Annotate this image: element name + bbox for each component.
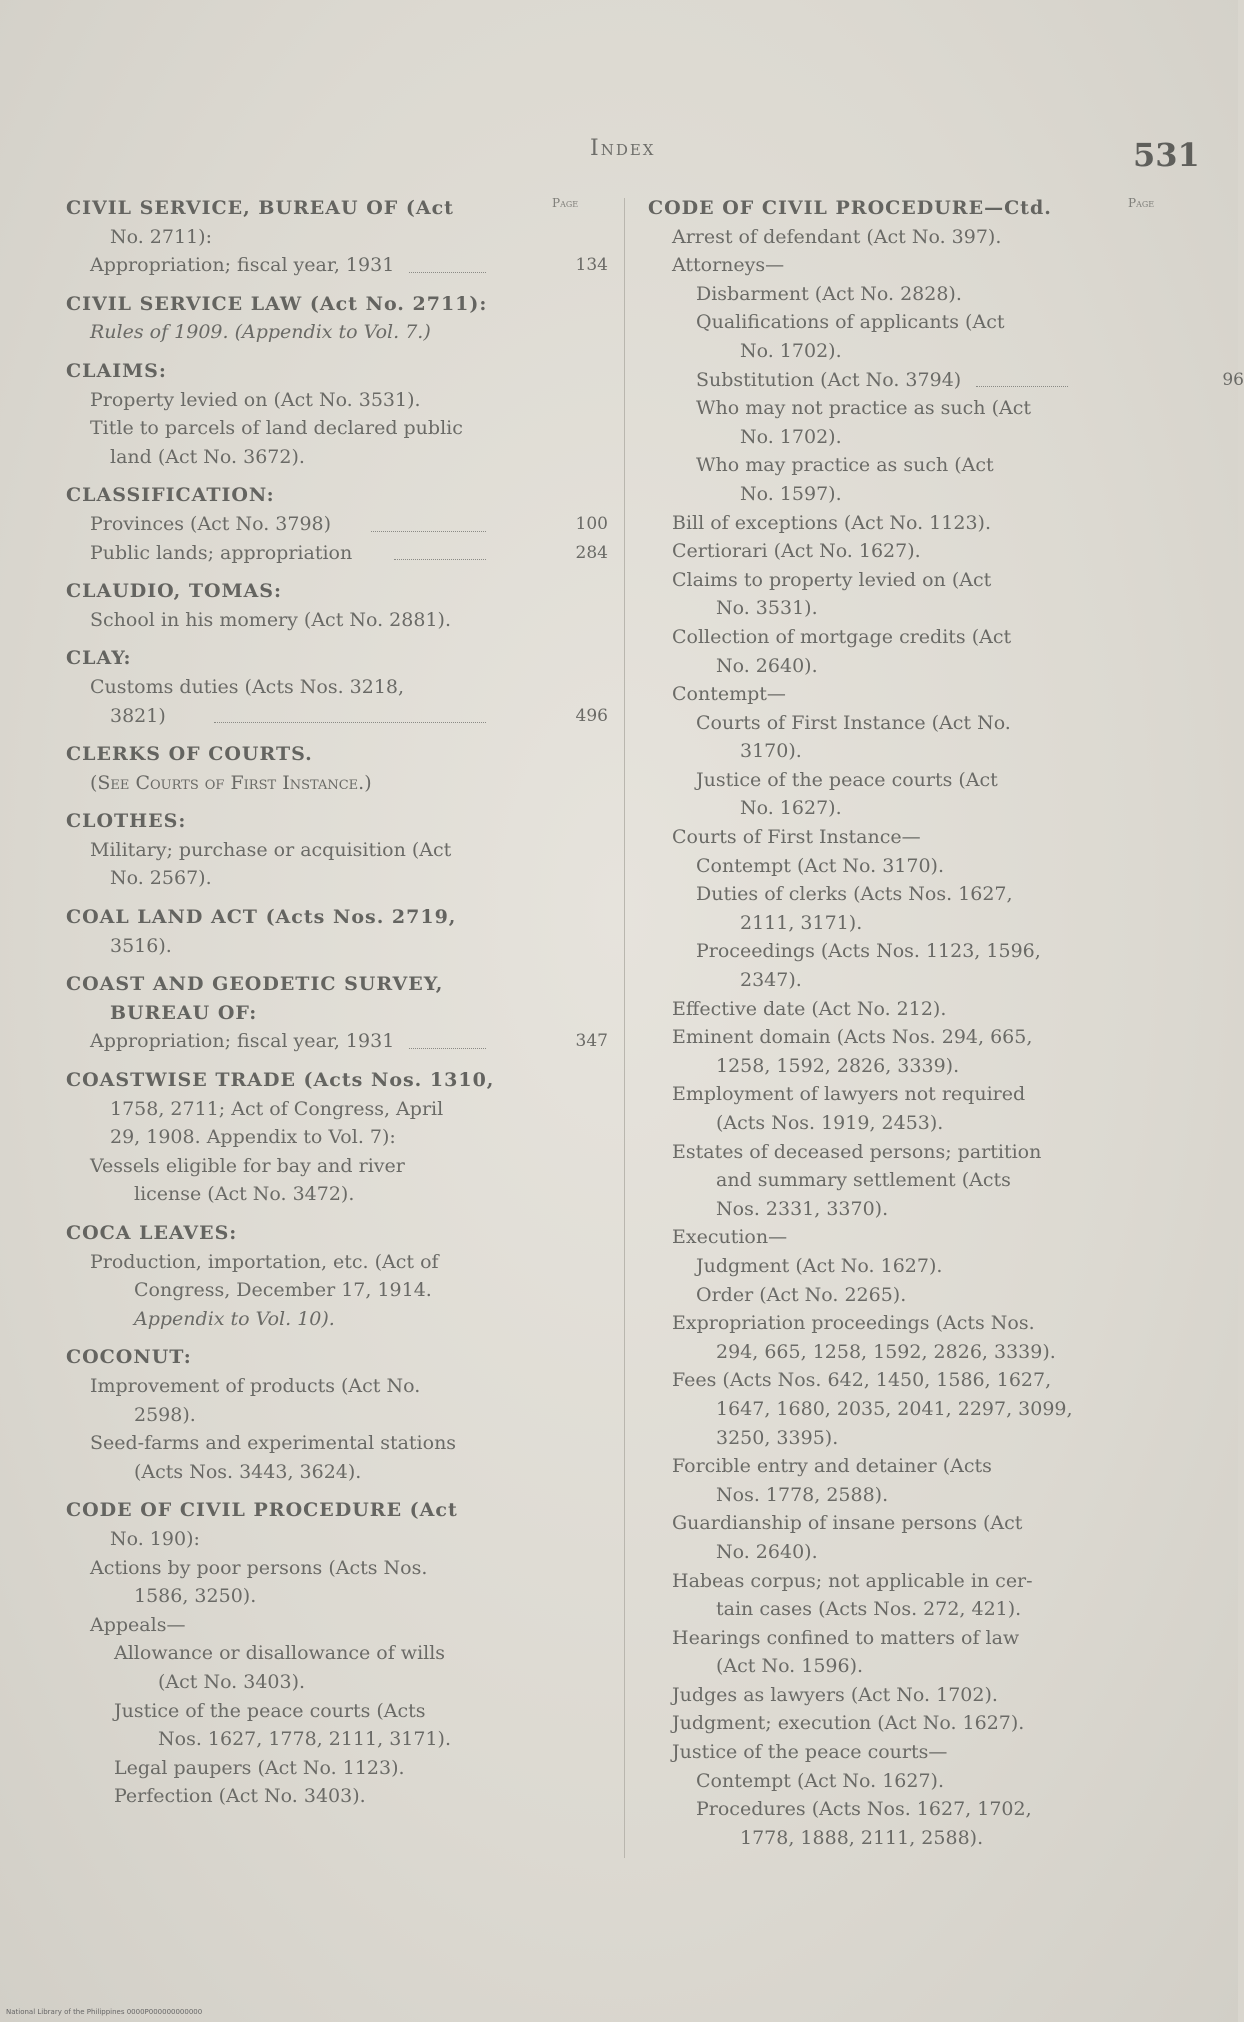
index-entry-line: [648, 966, 1178, 995]
index-entry-text: No. 2567).: [110, 867, 212, 890]
index-entry-text: Seed-farms and experimental stations: [90, 1432, 457, 1455]
index-heading: [66, 481, 586, 510]
index-entry-text: No. 1627).: [740, 797, 842, 820]
index-entry-line: [66, 1782, 586, 1811]
index-entry-text: Order (Act No. 2265).: [696, 1283, 907, 1306]
index-entry-text: CIVIL SERVICE, BUREAU OF (Act: [66, 197, 454, 219]
index-entry-line: [66, 318, 586, 347]
index-entry-line: [648, 1309, 1178, 1338]
entry-gap: [66, 960, 586, 970]
index-entry-text: 3250, 3395).: [716, 1426, 839, 1449]
index-entry-text: No. 1702).: [740, 425, 842, 448]
index-entry-line: [66, 1152, 586, 1181]
leader-dots: [394, 559, 486, 560]
running-head: [0, 128, 1238, 178]
index-entry-text: Arrest of defendant (Act No. 397).: [672, 225, 1002, 248]
index-entry-line: [648, 223, 1178, 252]
index-entry-line: [648, 451, 1178, 480]
index-heading: [66, 740, 586, 769]
index-entry-line: [66, 932, 586, 961]
index-entry-line: [66, 1458, 586, 1487]
index-entry-text: CLOTHES:: [66, 810, 187, 833]
index-entry-text: CLASSIFICATION:: [66, 484, 275, 507]
index-entry-text: Property levied on (Act No. 3531).: [90, 388, 421, 411]
leader-dots: [409, 272, 486, 273]
index-entry-text: No. 1702).: [740, 339, 842, 362]
index-entry-text: No. 2711):: [110, 225, 212, 248]
entry-gap: [66, 730, 586, 740]
index-entry-line: [648, 1395, 1178, 1424]
index-entry-text: Effective date (Act No. 212).: [672, 997, 947, 1020]
index-entry-text: Courts of First Instance (Act No.: [696, 711, 1011, 734]
index-entry-text: CIVIL SERVICE LAW (Act No. 2711):: [66, 292, 488, 315]
index-entry-line: [648, 1138, 1178, 1167]
index-entry-text: Employment of lawyers not required: [672, 1083, 1026, 1106]
index-entry-line: [648, 1481, 1178, 1510]
leader-dots: [976, 386, 1068, 387]
index-entry-line: [648, 537, 1178, 566]
index-entry-line: [66, 836, 586, 865]
index-entry-line: [648, 394, 1178, 423]
index-entry-text: Certiorari (Act No. 1627).: [672, 540, 921, 563]
entry-gap: [66, 893, 586, 903]
index-entry-line: [66, 1180, 586, 1209]
index-entry-line: [66, 510, 608, 539]
page-reference: 100: [575, 513, 608, 534]
index-entry-text: and summary settlement (Acts: [716, 1169, 1011, 1192]
index-entry-text: CODE OF CIVIL PROCEDURE—Ctd.: [648, 197, 1052, 219]
index-entry-text: 1758, 2711; Act of Congress, April: [110, 1097, 444, 1120]
index-entry-text: CODE OF CIVIL PROCEDURE (Act: [66, 1499, 458, 1522]
index-entry-line: [66, 1429, 586, 1458]
index-entry-text: Judgment (Act No. 1627).: [696, 1254, 943, 1277]
index-entry-line: [66, 386, 586, 415]
leader-dots: [371, 531, 486, 532]
index-entry-line: [648, 1738, 1178, 1767]
index-entry-text: Title to parcels of land declared public: [90, 417, 463, 440]
index-entry-text: Rules of 1909. (Appendix to Vol. 7.): [90, 321, 431, 344]
entry-gap: [66, 1486, 586, 1496]
index-entry-text: School in his momery (Act No. 2881).: [90, 608, 451, 631]
index-entry-text: No. 190):: [110, 1527, 200, 1550]
index-entry-line: [648, 1281, 1178, 1310]
index-entry-text: Nos. 1778, 2588).: [716, 1483, 889, 1506]
page-column-label-left: Page: [552, 196, 579, 210]
index-entry-text: Allowance or disallowance of wills: [114, 1642, 446, 1665]
index-column-left: [66, 194, 608, 1811]
index-entry-text: Appeals—: [90, 1613, 186, 1636]
index-entry-line: [66, 1372, 586, 1401]
entry-gap: [66, 567, 586, 577]
entry-gap: [66, 347, 586, 357]
library-footer: National Library of the Philippines 0000P000000000000: [6, 2008, 203, 2016]
index-entry-line: [648, 909, 1178, 938]
index-entry-text: 29, 1908. Appendix to Vol. 7):: [110, 1126, 396, 1149]
index-entry-text: Collection of mortgage credits (Act: [672, 625, 1012, 648]
index-entry-text: Customs duties (Acts Nos. 3218,: [90, 675, 405, 698]
index-entry-line: [66, 414, 586, 443]
index-entry-line: [648, 709, 1178, 738]
entry-gap: [66, 1209, 586, 1219]
index-entry-text: Hearings confined to matters of law: [672, 1626, 1020, 1649]
index-entry-text: 3516).: [110, 934, 172, 957]
index-heading: [648, 194, 1178, 223]
index-entry-text: 1586, 3250).: [134, 1585, 257, 1608]
entry-gap: [66, 1056, 586, 1066]
index-entry-line: [648, 1338, 1178, 1367]
index-entry-line: [648, 280, 1178, 309]
index-entry-text: Legal paupers (Act No. 1123).: [114, 1756, 405, 1779]
index-entry-line: [648, 308, 1178, 337]
index-entry-text: Attorneys—: [672, 254, 785, 277]
index-entry-line: [648, 623, 1178, 652]
index-entry-line: [648, 880, 1178, 909]
index-entry-line: [66, 769, 586, 798]
index-heading: [66, 903, 586, 932]
index-entry-line: [648, 423, 1178, 452]
index-entry-line: [648, 1424, 1178, 1453]
index-entry-text: Procedures (Acts Nos. 1627, 1702,: [696, 1798, 1032, 1821]
index-entry-line: [66, 673, 586, 702]
index-heading: [66, 970, 586, 999]
index-heading: [66, 644, 586, 673]
index-entry-text: No. 1597).: [740, 482, 842, 505]
index-entry-line: [648, 1767, 1178, 1796]
index-entry-text: CLERKS OF COURTS.: [66, 743, 313, 766]
index-entry-line: [648, 852, 1178, 881]
index-heading: [66, 1066, 586, 1095]
running-title: Index: [590, 136, 656, 161]
index-entry-text: Appropriation; fiscal year, 1931: [90, 1030, 395, 1053]
index-entry-text: Contempt (Act No. 3170).: [696, 854, 945, 877]
index-entry-text: 3821): [110, 704, 166, 727]
index-entry-text: Courts of First Instance—: [672, 826, 921, 849]
index-entry-text: Congress, December 17, 1914.: [134, 1279, 432, 1302]
index-entry-line: [648, 937, 1178, 966]
index-heading: [66, 1343, 586, 1372]
index-entry-line: [648, 1109, 1178, 1138]
index-entry-text: CLAIMS:: [66, 359, 167, 382]
index-entry-line: [66, 1027, 608, 1056]
index-entry-text: COCONUT:: [66, 1346, 192, 1369]
index-entry-line: [648, 566, 1178, 595]
index-entry-text: No. 2640).: [716, 654, 818, 677]
index-entry-text: Fees (Acts Nos. 642, 1450, 1586, 1627,: [672, 1369, 1052, 1392]
index-entry-text: Execution—: [672, 1226, 788, 1249]
index-entry-line: [648, 1509, 1178, 1538]
page-reference: 284: [575, 542, 608, 563]
index-entry-line: [66, 1305, 586, 1334]
index-entry-line: [66, 223, 586, 252]
index-entry-text: Contempt (Act No. 1627).: [696, 1769, 945, 1792]
index-heading: [66, 577, 586, 606]
index-entry-text: 2111, 3171).: [740, 911, 863, 934]
index-entry-line: [648, 1567, 1178, 1596]
index-entry-line: [648, 480, 1178, 509]
index-entry-line: [648, 1595, 1178, 1624]
index-entry-line: [66, 1525, 586, 1554]
index-entry-text: Guardianship of insane persons (Act: [672, 1512, 1023, 1535]
index-entry-line: [66, 539, 608, 568]
index-entry-line: [648, 1166, 1178, 1195]
index-entry-text: 2598).: [134, 1403, 196, 1426]
index-entry-text: Public lands; appropriation: [90, 541, 353, 564]
index-heading: [66, 357, 586, 386]
index-entry-line: [648, 680, 1178, 709]
index-entry-line: [648, 1052, 1178, 1081]
index-entry-text: (Acts Nos. 3443, 3624).: [134, 1460, 362, 1483]
leader-dots: [214, 722, 486, 723]
page-number: 531: [1133, 136, 1200, 174]
index-entry-text: (Act No. 3403).: [158, 1670, 306, 1693]
index-entry-line: [648, 366, 1244, 395]
index-entry-text: Judges as lawyers (Act No. 1702).: [672, 1683, 998, 1706]
page-reference: 96: [1222, 369, 1244, 390]
index-entry-text: 294, 665, 1258, 1592, 2826, 3339).: [716, 1340, 1056, 1363]
index-entry-line: [648, 251, 1178, 280]
index-entry-text: Habeas corpus; not applicable in cer-: [672, 1569, 1033, 1592]
index-entry-line: [648, 995, 1178, 1024]
column-divider: [624, 198, 625, 1858]
index-entry-line: [648, 1709, 1178, 1738]
index-entry-line: [648, 1624, 1178, 1653]
index-entry-text: (See Courts of First Instance.): [90, 771, 372, 794]
index-entry-line: [648, 823, 1178, 852]
index-entry-text: Contempt—: [672, 683, 786, 706]
index-entry-text: Vessels eligible for bay and river: [90, 1154, 405, 1177]
index-entry-line: [66, 1611, 586, 1640]
index-entry-line: [648, 1652, 1178, 1681]
index-entry-text: Actions by poor persons (Acts Nos.: [90, 1556, 428, 1579]
index-entry-line: [66, 1697, 586, 1726]
index-entry-line: [648, 1538, 1178, 1567]
index-entry-line: [648, 766, 1178, 795]
index-entry-line: [648, 337, 1178, 366]
index-entry-text: Judgment; execution (Act No. 1627).: [672, 1712, 1025, 1735]
index-entry-text: Improvement of products (Act No.: [90, 1374, 421, 1397]
index-entry-text: Duties of clerks (Acts Nos. 1627,: [696, 883, 1013, 906]
index-heading: [66, 194, 586, 223]
index-heading: [66, 807, 586, 836]
index-entry-text: COAST AND GEODETIC SURVEY,: [66, 973, 444, 996]
index-entry-text: Justice of the peace courts (Act: [696, 768, 998, 791]
index-entry-line: [648, 1252, 1178, 1281]
index-entry-text: (Acts Nos. 1919, 2453).: [716, 1112, 944, 1134]
index-entry-text: 1647, 1680, 2035, 2041, 2297, 3099,: [716, 1397, 1073, 1420]
index-entry-text: Expropriation proceedings (Acts Nos.: [672, 1312, 1035, 1335]
entry-gap: [66, 280, 586, 290]
index-entry-line: [648, 1824, 1178, 1853]
index-entry-line: [648, 1195, 1178, 1224]
index-entry-line: [66, 606, 586, 635]
index-entry-text: BUREAU OF:: [110, 1001, 258, 1024]
index-entry-line: [648, 1223, 1178, 1252]
index-entry-line: [66, 1639, 586, 1668]
index-entry-text: CLAUDIO, TOMAS:: [66, 580, 283, 603]
index-entry-line: [66, 999, 586, 1028]
index-entry-text: Provinces (Act No. 3798): [90, 512, 332, 535]
index-entry-text: Appropriation; fiscal year, 1931: [90, 254, 395, 277]
index-entry-text: CLAY:: [66, 647, 132, 670]
index-heading: [66, 290, 586, 319]
index-entry-text: Forcible entry and detainer (Acts: [672, 1455, 992, 1478]
index-entry-text: Claims to property levied on (Act: [672, 568, 992, 591]
index-entry-line: [648, 1681, 1178, 1710]
entry-gap: [66, 1333, 586, 1343]
index-entry-text: Who may not practice as such (Act: [696, 397, 1031, 420]
index-entry-line: [66, 1401, 586, 1430]
index-entry-line: [66, 1725, 586, 1754]
index-entry-text: COCA LEAVES:: [66, 1222, 238, 1244]
index-entry-text: Proceedings (Acts Nos. 1123, 1596,: [696, 940, 1041, 963]
page-column-label-right: Page: [1128, 196, 1155, 210]
index-entry-line: [648, 1795, 1178, 1824]
index-entry-line: [648, 737, 1178, 766]
index-entry-text: Qualifications of applicants (Act: [696, 311, 1005, 334]
index-entry-text: Appendix to Vol. 10).: [134, 1307, 335, 1330]
index-entry-text: Justice of the peace courts (Acts: [114, 1699, 426, 1722]
entry-gap: [66, 634, 586, 644]
index-entry-line: [66, 1554, 586, 1583]
index-entry-text: COASTWISE TRADE (Acts Nos. 1310,: [66, 1069, 495, 1092]
index-entry-text: Justice of the peace courts—: [672, 1741, 948, 1764]
index-heading: [66, 1496, 586, 1525]
index-entry-text: 1258, 1592, 2826, 3339).: [716, 1054, 960, 1077]
index-entry-text: No. 3531).: [716, 597, 818, 620]
page-reference: 347: [575, 1031, 608, 1052]
page-reference: 496: [575, 705, 608, 726]
index-entry-line: [648, 794, 1178, 823]
index-entry-line: [648, 1023, 1178, 1052]
index-entry-line: [66, 1276, 586, 1305]
index-entry-line: [66, 1123, 586, 1152]
index-entry-text: Military; purchase or acquisition (Act: [90, 838, 452, 861]
index-entry-line: [648, 1080, 1178, 1109]
index-entry-text: 2347).: [740, 969, 802, 992]
index-entry-line: [66, 1248, 586, 1277]
index-entry-text: land (Act No. 3672).: [110, 445, 305, 468]
index-entry-line: [66, 443, 586, 472]
leader-dots: [409, 1048, 486, 1049]
index-entry-line: [66, 251, 608, 280]
index-column-right: [648, 194, 1244, 1852]
index-entry-text: (Act No. 1596).: [716, 1655, 864, 1678]
index-entry-text: Perfection (Act No. 3403).: [114, 1785, 366, 1808]
index-entry-text: COAL LAND ACT (Acts Nos. 2719,: [66, 906, 457, 929]
index-entry-line: [648, 652, 1178, 681]
index-entry-line: [648, 1366, 1178, 1395]
index-entry-text: Substitution (Act No. 3794): [696, 368, 962, 391]
index-entry-text: Eminent domain (Acts Nos. 294, 665,: [672, 1026, 1033, 1049]
index-entry-text: tain cases (Acts Nos. 272, 421).: [716, 1598, 1022, 1621]
index-entry-text: Who may practice as such (Act: [696, 454, 994, 477]
index-entry-text: Bill of exceptions (Act No. 1123).: [672, 511, 991, 534]
index-entry-line: [66, 1582, 586, 1611]
index-entry-line: [648, 509, 1178, 538]
page-reference: 134: [575, 255, 608, 276]
index-entry-line: [66, 864, 586, 893]
index-entry-text: 1778, 1888, 2111, 2588).: [740, 1826, 984, 1849]
index-entry-text: license (Act No. 3472).: [134, 1183, 355, 1206]
index-entry-text: Nos. 2331, 3370).: [716, 1197, 889, 1220]
index-entry-line: [66, 1754, 586, 1783]
index-entry-line: [66, 702, 608, 731]
index-entry-line: [648, 594, 1178, 623]
index-entry-text: Estates of deceased persons; partition: [672, 1140, 1042, 1163]
index-entry-text: Nos. 1627, 1778, 2111, 3171).: [158, 1728, 451, 1751]
index-heading: [66, 1219, 586, 1248]
index-entry-line: [66, 1668, 586, 1697]
entry-gap: [66, 471, 586, 481]
index-entry-line: [648, 1452, 1178, 1481]
index-entry-text: 3170).: [740, 740, 802, 763]
index-entry-text: Production, importation, etc. (Act of: [90, 1250, 439, 1273]
entry-gap: [66, 797, 586, 807]
index-entry-text: No. 2640).: [716, 1540, 818, 1563]
index-entry-text: Disbarment (Act No. 2828).: [696, 282, 962, 305]
index-entry-line: [66, 1095, 586, 1124]
